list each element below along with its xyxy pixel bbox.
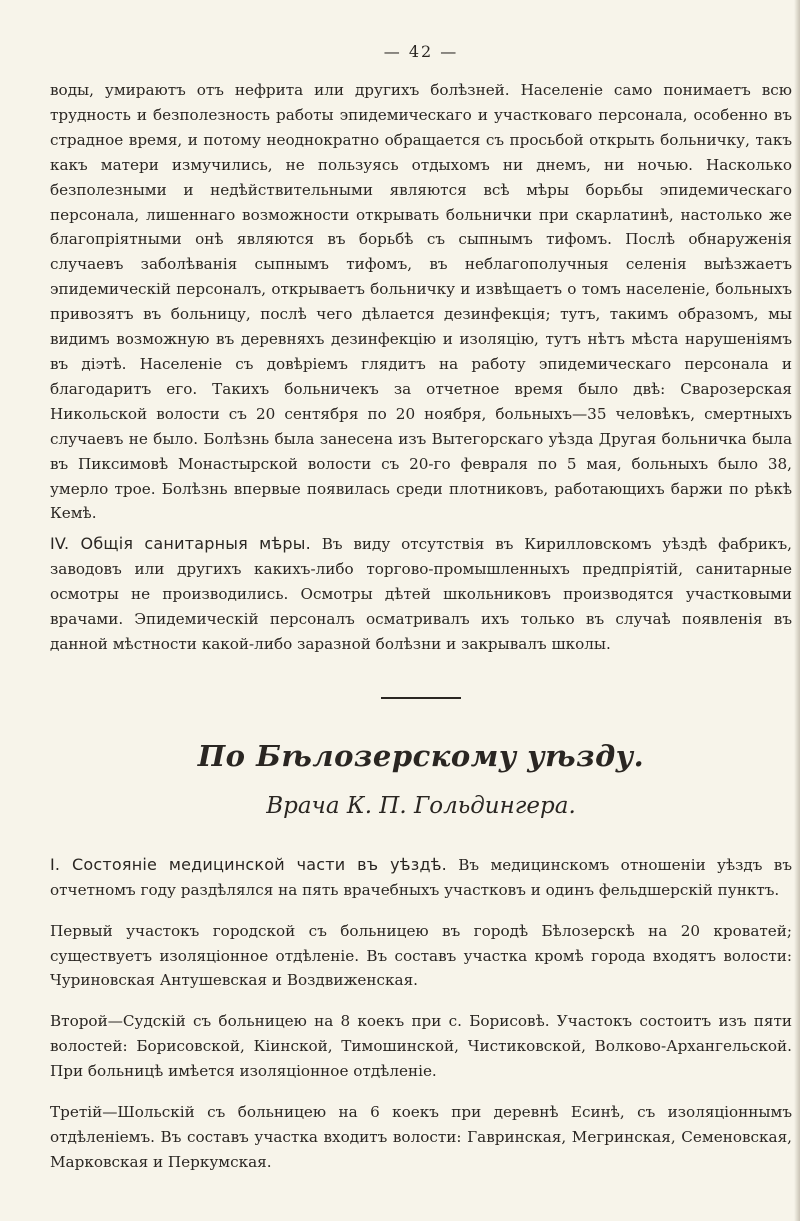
paragraph-first-district: Первый участокъ городской съ больницею въ городѣ Бѣлозерскѣ на 20 кроватей; существуетъ изоляціонное отдѣленіе. Въ составъ участка кромѣ города входятъ волости: Чуриновская Антушевская и Воздвиженская.: [50, 921, 792, 990]
section-i: [50, 853, 792, 903]
section-iv-text: Въ виду отсутствія въ Кирилловскомъ уѣздѣ фабрикъ, заводовъ или другихъ какихъ-либо торгово-промышленныхъ предпріятій, санитарные осмотры не производились. Осмотры дѣтей школьниковъ производятся участковыми врачами. Эпидемическій персоналъ осматривалъ ихъ только въ случаѣ появленія въ данной мѣстности какой-либо заразной болѣзни и закрывалъ школы.: [50, 535, 792, 653]
document-page: [50, 40, 792, 1175]
page-edge-shadow: [794, 0, 800, 1221]
section-i-text: Въ медицинскомъ отношеніи уѣздъ въ отчетномъ году раздѣлялся на пять врачебныхъ участковъ и одинъ фельдшерскій пунктъ.: [50, 855, 792, 899]
chapter-title: По Бѣлозерскому уѣзду.: [197, 738, 645, 773]
section-divider: [381, 697, 461, 699]
page-number: — 42 —: [383, 42, 459, 61]
section-iv: [50, 532, 792, 657]
paragraph-third-district: Третій—Шольскій съ больницею на 6 коекъ при деревнѣ Есинѣ, съ изоляціоннымъ отдѣленіемъ. Въ составъ участка входитъ волости: Гавринская, Мегринская, Семеновская, Марковская и Перкумская.: [50, 1103, 792, 1171]
chapter-author: Врача К. П. Гольдингера.: [266, 792, 576, 819]
section-iv-heading: IV. Общія санитарныя мѣры.: [50, 534, 311, 554]
paragraph-second-district: Второй—Судскій съ больницею на 8 коекъ при с. Борисовѣ. Участокъ состоитъ изъ пяти волостей: Борисовской, Кіинской, Тимошинской, Чистиковской, Волково-Архангельской. При больницѣ имѣется изоляціонное отдѣленіе.: [50, 1012, 792, 1081]
section-i-heading: I. Состояніе медицинской части въ уѣздѣ.: [50, 854, 447, 874]
paragraph-epidemic: воды, умираютъ отъ нефрита или другихъ болѣзней. Населеніе само понимаетъ всю трудность и безполезность работы эпидемическаго и участковаго персонала, особенно въ страдное время, и потому неоднократно обращается съ просьбой открыть больничку, такъ какъ матери измучились, не пользуясь отдыхомъ ни днемъ, ни ночью. Насколько безполезными и недѣйствительными являются всѣ мѣры борьбы эпидемическаго персонала, лишеннаго возможности открывать больнички при скарлатинѣ, настолько же благопріятными онѣ являются въ борьбѣ съ сыпнымъ тифомъ. Послѣ обнаруженія случаевъ заболѣванія сыпнымъ тифомъ, въ неблагополучныя селенія выѣзжаетъ эпидемическій персоналъ, открываетъ больничку и извѣщаетъ о томъ населеніе, больныхъ привозятъ въ больницу, послѣ чего дѣлается дезинфекція; тутъ, такимъ образомъ, мы видимъ возможную въ деревняхъ дезинфекцію и изоляцію, тутъ нѣтъ мѣста нарушеніямъ въ діэтѣ. Населеніе съ довѣріемъ глядитъ на работу эпидемическаго персонала и благодаритъ его. Такихъ больничекъ за отчетное время было двѣ: Сварозерская Никольской волости съ 20 сентября по 20 ноября, больныхъ—35 человѣкъ, смертныхъ случаевъ не было. Болѣзнь была занесена изъ Вытегорскаго уѣзда Другая больничка была въ Пиксимовѣ Монастырской волости съ 20-го февраля по 5 мая, больныхъ было 38, умерло трое. Болѣзнь впервые появилась среди плотниковъ, работающихъ баржи по рѣкѣ Кемѣ.: [50, 81, 792, 523]
